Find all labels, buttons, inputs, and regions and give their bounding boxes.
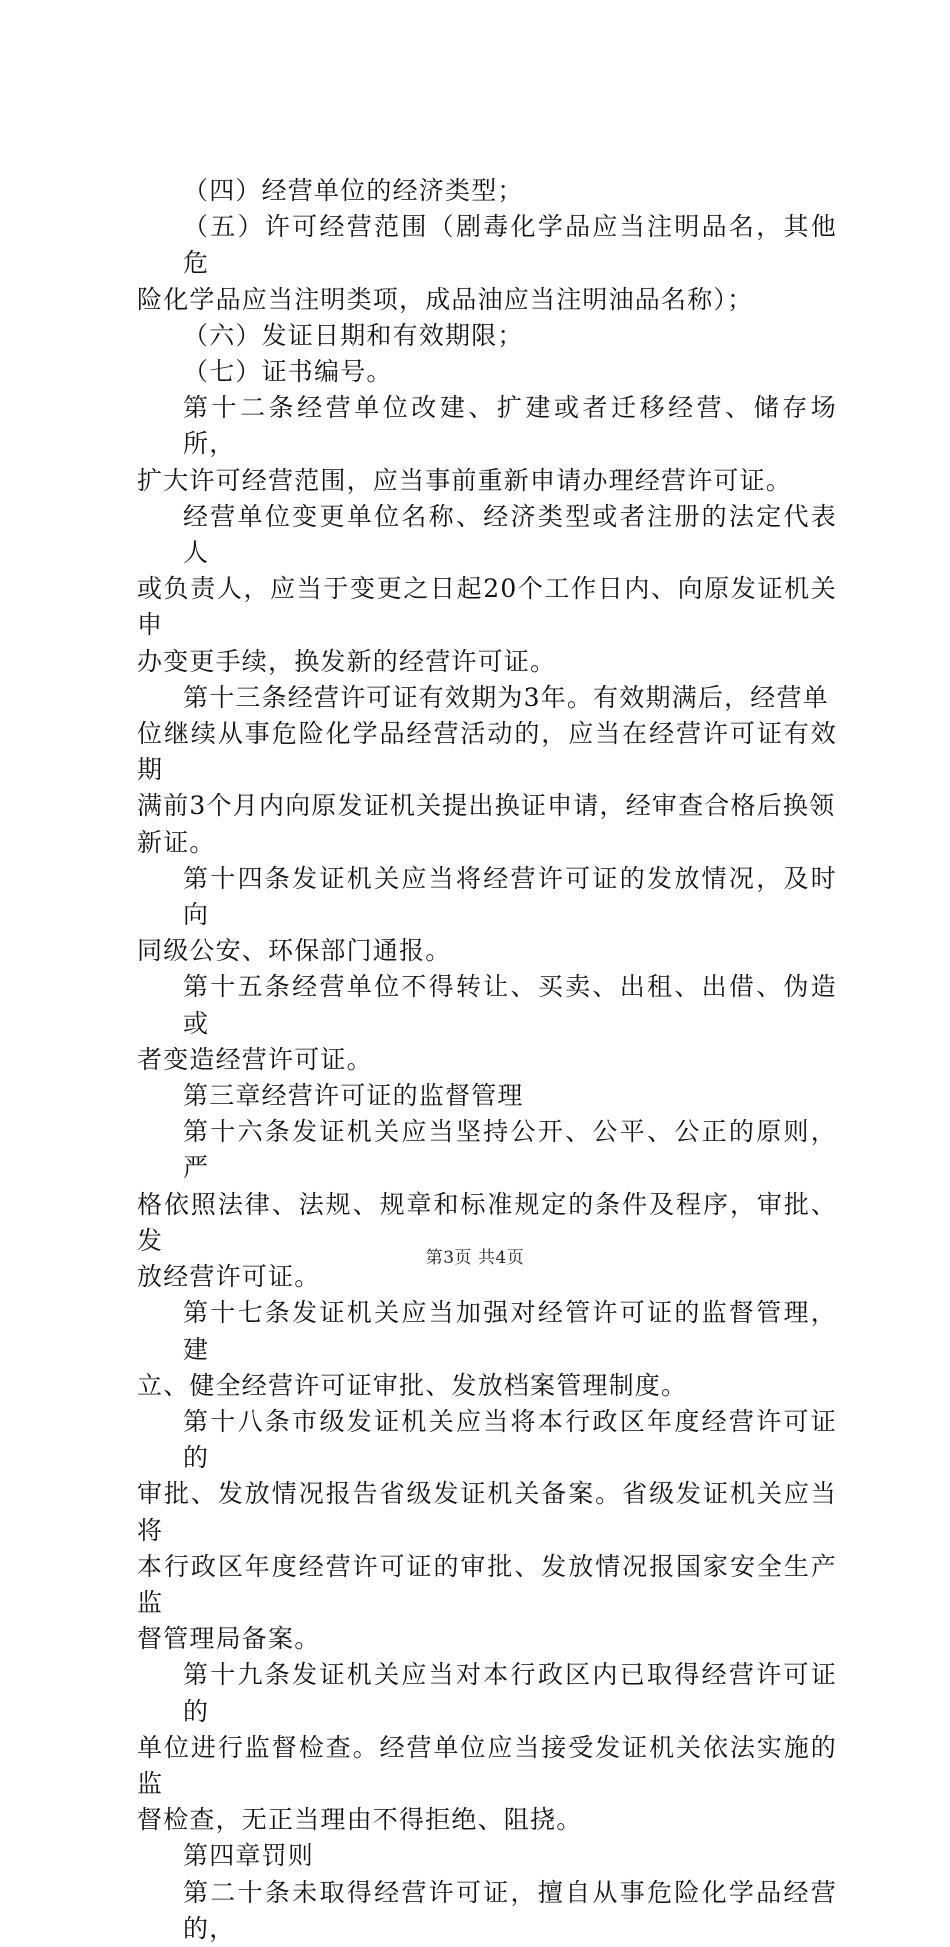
paragraph-line: 格依照法律、法规、规章和标准规定的条件及程序，审批、发	[137, 1189, 837, 1255]
paragraph	[137, 390, 837, 499]
paragraph-line: 督管理局备案。	[137, 1624, 321, 1654]
paragraph-line: 本行政区年度经营许可证的审批、发放情况报国家安全生产监	[137, 1551, 837, 1617]
paragraph-line: 第十八条市级发证机关应当将本行政区年度经营许可证的	[183, 1406, 837, 1473]
paragraph-line: 第十二条经营单位改建、扩建或者迁移经营、储存场所，	[183, 393, 837, 459]
paragraph-line: 第三章经营许可证的监督管理	[183, 1081, 524, 1111]
paragraph-line: 立、健全经营许可证审批、发放档案管理制度。	[137, 1370, 688, 1400]
paragraph-line: 者变造经营许可证。	[137, 1044, 373, 1074]
paragraph-line: 第十七条发证机关应当加强对经管许可证的监督管理，建	[183, 1298, 837, 1364]
paragraph-line: 经营单位变更单位名称、经济类型或者注册的法定代表人	[183, 501, 837, 568]
paragraph	[137, 1078, 837, 1114]
paragraph-line: 第十三条经营许可证有效期为3年。有效期满后，经营单	[183, 682, 829, 712]
paragraph	[137, 318, 837, 354]
paragraph-line: （五）许可经营范围（剧毒化学品应当注明品名，其他危	[183, 212, 837, 278]
paragraph-line: 第十六条发证机关应当坚持公开、公平、公正的原则，严	[183, 1117, 837, 1183]
paragraph-line: 第十四条发证机关应当将经营许可证的发放情况，及时向	[183, 863, 837, 930]
page-footer: 第3页 共4页	[425, 1248, 525, 1268]
paragraph-line: 险化学品应当注明类项，成品油应当注明油品名称）；	[137, 284, 754, 314]
paragraph-line: 第十五条经营单位不得转让、买卖、出租、出借、伪造或	[183, 972, 837, 1038]
document-body	[137, 173, 837, 1947]
paragraph-line: 督检查，无正当理由不得拒绝、阻挠。	[137, 1805, 583, 1835]
paragraph	[137, 209, 837, 318]
paragraph-line: 审批、发放情况报告省级发证机关备案。省级发证机关应当将	[137, 1479, 837, 1545]
paragraph-line: 或负责人，应当于变更之日起20个工作日内、向原发证机关申	[137, 574, 837, 640]
paragraph-line: 位继续从事危险化学品经营活动的，应当在经营许可证有效期	[137, 719, 837, 785]
paragraph	[137, 1295, 837, 1404]
paragraph-line: 第二十条未取得经营许可证，擅自从事危险化学品经营的，	[183, 1877, 837, 1943]
paragraph-line: 放经营许可证。	[137, 1262, 321, 1292]
paragraph	[137, 354, 837, 390]
paragraph	[137, 1114, 837, 1295]
paragraph-line: 第四章罚则	[183, 1841, 315, 1871]
paragraph-line: 办变更手续，换发新的经营许可证。	[137, 646, 557, 676]
paragraph-line: 扩大许可经营范围，应当事前重新申请办理经营许可证。	[137, 465, 793, 495]
paragraph-line: 单位进行监督检查。经营单位应当接受发证机关依法实施的监	[137, 1732, 837, 1798]
paragraph-line: 同级公安、环保部门通报。	[137, 936, 452, 966]
paragraph	[137, 1875, 837, 1947]
paragraph	[137, 680, 837, 861]
paragraph	[137, 1838, 837, 1874]
paragraph-line: （四）经营单位的经济类型；	[183, 176, 524, 205]
paragraph	[137, 1404, 837, 1657]
paragraph-line: （六）发证日期和有效期限；	[183, 320, 524, 350]
paragraph	[137, 499, 837, 680]
paragraph	[137, 969, 837, 1078]
paragraph	[137, 861, 837, 970]
paragraph-line: 第十九条发证机关应当对本行政区内已取得经营许可证的	[183, 1660, 837, 1726]
paragraph-line: （七）证书编号。	[183, 357, 393, 387]
paragraph-line: 新证。	[137, 827, 216, 857]
paragraph	[137, 1657, 837, 1838]
paragraph	[137, 173, 837, 209]
paragraph-line: 满前3个月内向原发证机关提出换证申请，经审查合格后换领	[137, 791, 836, 821]
